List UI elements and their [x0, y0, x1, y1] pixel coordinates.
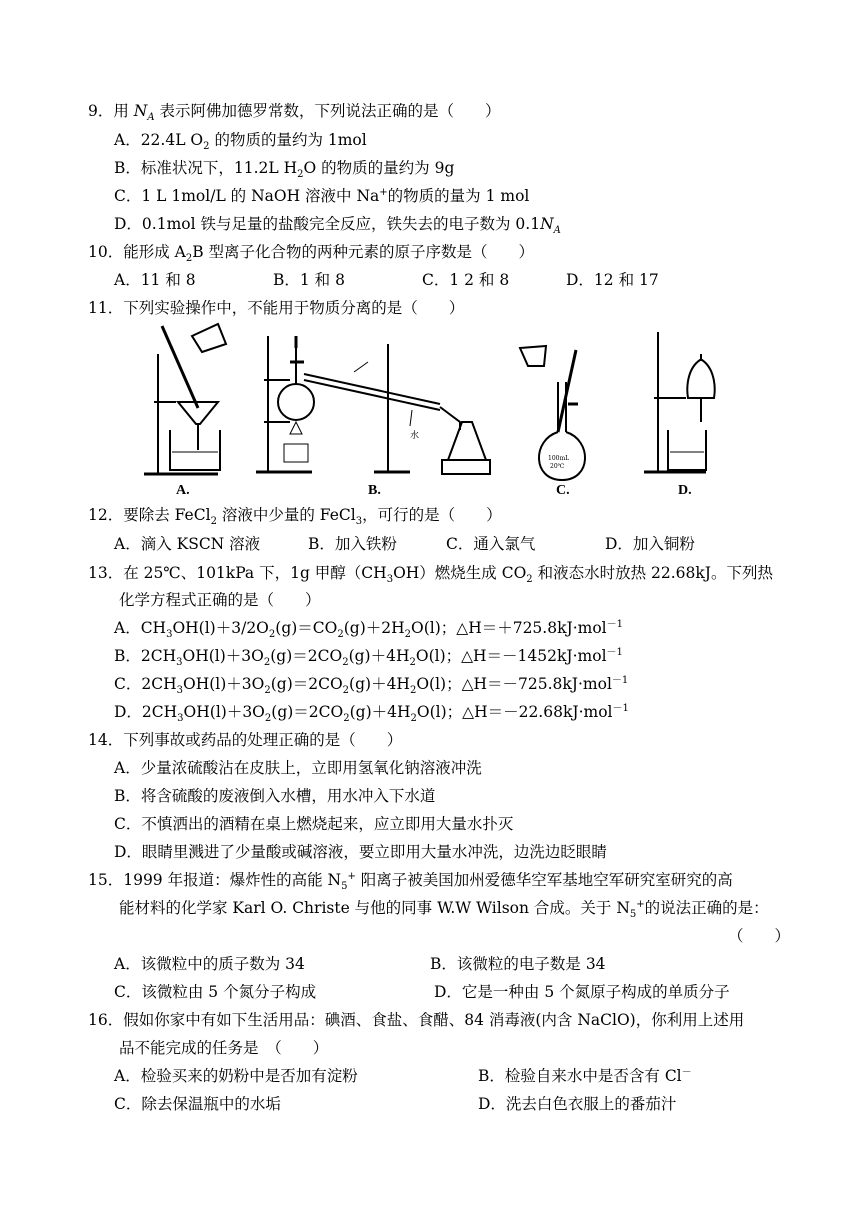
q15-answer-paren: （ ）	[728, 927, 791, 945]
figure-label-d: D.	[678, 483, 692, 498]
q12-option-a: A．滴入 KSCN 溶液	[114, 535, 261, 553]
water-label: 水	[410, 431, 420, 441]
q12-option-c: C．通入氯气	[446, 535, 536, 553]
q9-option-a: A．22.4L $O_2$ 的物质的量约为 1mol	[114, 131, 367, 153]
q15-option-a: A．该微粒中的质子数为 34	[114, 955, 305, 973]
q10-option-b: B．1 和 8	[273, 271, 345, 289]
figure-label-b: B.	[368, 483, 381, 498]
q13-option-d: D．$2CH_3OH(l)+3O_2(g)=2CO_2(g)+4H_2O(l)$；△H＝－22.68kJ·mol$^{-1}$	[114, 702, 629, 725]
q16-stem-line1: 16．假如你家中有如下生活用品：碘酒、食盐、食醋、84 消毒液(内含 NaClO)，你利用上述用	[88, 1011, 745, 1029]
q12-option-d: D．加入铜粉	[605, 535, 695, 553]
q12-option-b: B．加入铁粉	[308, 535, 397, 553]
q13-option-c: C．$2CH_3OH(l)+3O_2(g)=2CO_2(g)+4H_2O(l)$；△H＝－725.8kJ·mol$^{-1}$	[114, 674, 629, 697]
q12-stem: 12．要除去 FeCl$_2$ 溶液中少量的 FeCl$_3$，可行的是（ ）	[88, 506, 502, 528]
figure-label-a: A.	[176, 483, 190, 498]
q15-option-b: B．该微粒的电子数是 34	[430, 955, 606, 973]
q16-option-b: B．检验自来水中是否含有 Cl－	[478, 1066, 692, 1085]
q15-option-c: C．该微粒由 5 个氮分子构成	[114, 983, 317, 1001]
q13-stem-line2: 化学方程式正确的是（ ）	[119, 591, 321, 609]
q10-option-c: C．1 2 和 8	[422, 271, 510, 289]
q14-option-a: A．少量浓硫酸沾在皮肤上，立即用氢氧化钠溶液冲洗	[114, 759, 482, 777]
apparatus-d-separating-funnel	[644, 332, 715, 472]
q9-stem: 9．用 $N_A$ 表示阿佛加德罗常数，下列说法正确的是（ ）	[88, 102, 501, 124]
q16-option-c: C．除去保温瓶中的水垢	[114, 1095, 281, 1113]
q9-option-b: B．标准状况下，11.2L $H_2O$ 的物质的量约为 9g	[114, 159, 455, 181]
apparatus-a-filtration	[144, 324, 226, 474]
q9-option-d: D．0.1mol 铁与足量的盐酸完全反应，铁失去的电子数为 $0.1N_A$	[114, 215, 561, 237]
flask-temp-label: 20℃	[550, 463, 565, 470]
q10-option-a: A．11 和 8	[114, 271, 196, 289]
q14-stem: 14．下列事故或药品的处理正确的是（ ）	[88, 731, 403, 749]
q10-option-d: D．12 和 17	[566, 271, 659, 289]
q10-stem: 10．能形成 $A_2B$ 型离子化合物的两种元素的原子序数是（ ）	[88, 243, 535, 265]
q16-option-a: A．检验买来的奶粉中是否加有淀粉	[114, 1067, 358, 1085]
q14-option-b: B．将含硫酸的废液倒入水槽，用水冲入下水道	[114, 787, 436, 805]
q14-option-d: D．眼睛里溅进了少量酸或碱溶液，要立即用大量水冲洗，边洗边眨眼睛	[114, 843, 607, 861]
apparatus-b-distillation	[256, 336, 490, 474]
q13-option-b: B．$2CH_3OH(l)+3O_2(g)=2CO_2(g)+4H_2O(l)$；△H＝－1452kJ·mol$^{-1}$	[114, 646, 623, 669]
q15-stem-line2: 能材料的化学家 Karl O. Christe 与他的同事 W.W Wilson 合成。关于 $N_5^+$的说法正确的是：	[119, 898, 769, 921]
q11-stem: 11．下列实验操作中，不能用于物质分离的是（ ）	[88, 299, 465, 317]
q15-option-d: D．它是一种由 5 个氮原子构成的单质分子	[434, 983, 730, 1001]
q13-stem-line1: 13．在 25℃、101kPa 下，1g 甲醇$(CH_3OH)$燃烧生成 $CO_2$ 和液态水时放热 22.68kJ。下列热	[88, 564, 773, 586]
q11-apparatus-figure	[140, 322, 720, 500]
flask-volume-label: 100mL	[548, 455, 570, 462]
q15-stem-line1: 15．1999 年报道：爆炸性的高能 $N_5^+$ 阳离子被美国加州爱德华空军基地空军研究室研究的高	[88, 870, 733, 893]
q16-stem-line2: 品不能完成的任务是 （ ）	[119, 1039, 329, 1057]
q9-option-c: C．1 L 1mol/L 的 NaOH 溶液中 Na+的物质的量为 1 mol	[114, 186, 530, 205]
q13-option-a: A．$CH_3OH(l)+3/2O_2(g)=CO_2(g)+2H_2O(l)$；△H＝＋725.8kJ·mol$^{-1}$	[114, 618, 623, 641]
q16-option-d: D．洗去白色衣服上的番茄汁	[478, 1095, 677, 1113]
q14-option-c: C．不慎洒出的酒精在桌上燃烧起来，应立即用大量水扑灭	[114, 815, 514, 833]
figure-label-c: C.	[556, 483, 570, 498]
